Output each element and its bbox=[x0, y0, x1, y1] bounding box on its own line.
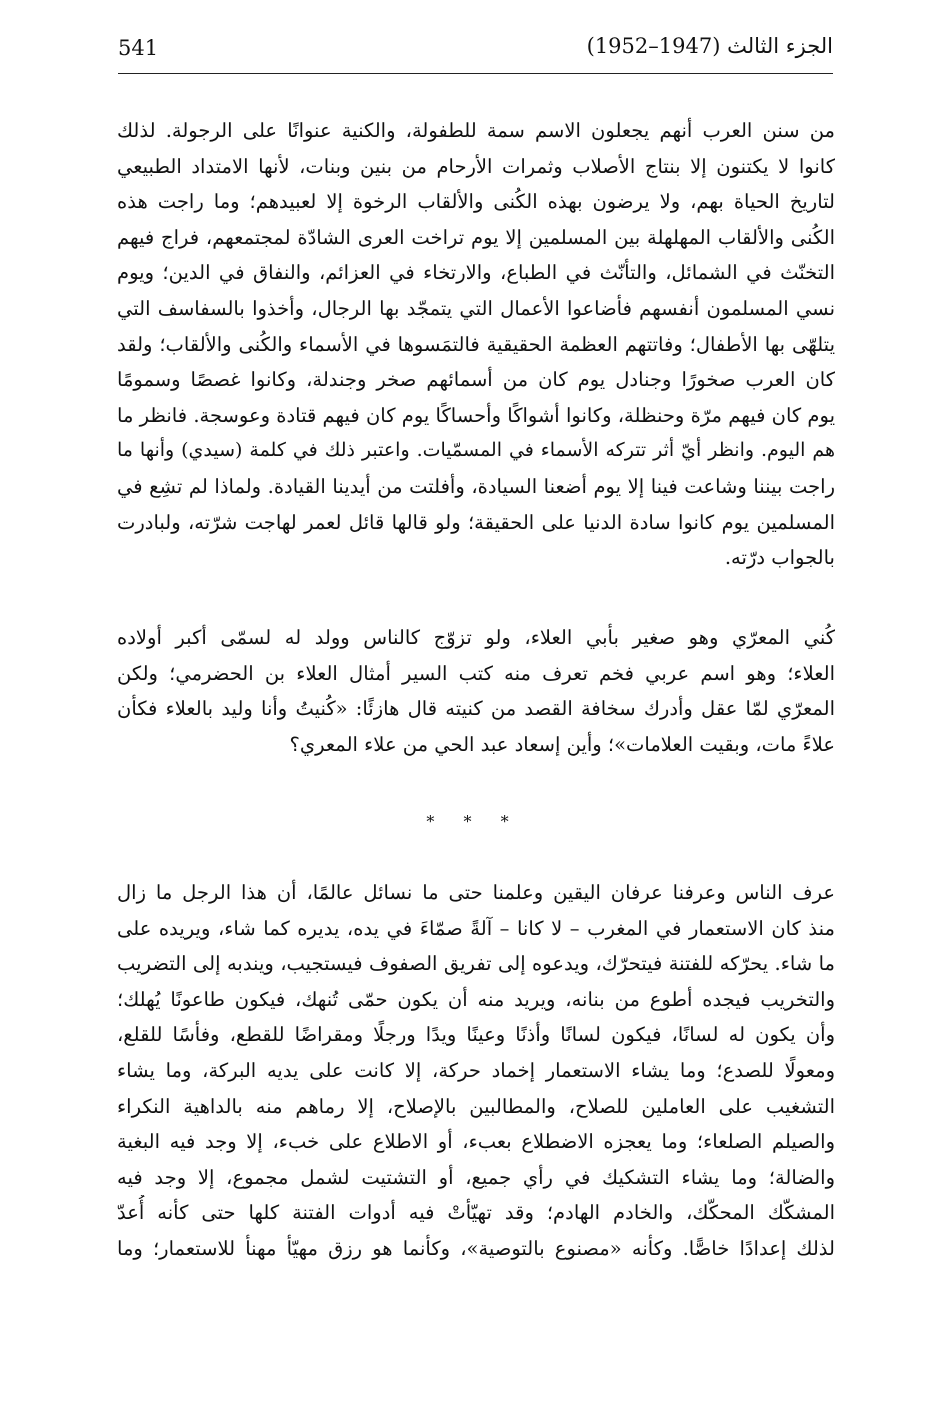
text-line: عرف الناس وعرفنا عرفان اليقين وعلمنا حتى ما نسائل عالمًا، أن هذا الرجل ما زال bbox=[117, 881, 835, 904]
text-line: ومعولًا للصدع؛ وما يشاء الاستعمار إخماد حركة، إلا كانت على يديه البركة، وما يشاء bbox=[117, 1058, 835, 1082]
text-line: يتلهّى بها الأطفال؛ وفاتتهم العظمة الحقيقية فالتمَسوها في الأسماء والكُنى والألقاب؛ ولقد bbox=[117, 332, 835, 356]
text-line: كُني المعرّي وهو صغير بأبي العلاء، ولو تزوّج كالناس وولد له لسمّى أكبر أولاده bbox=[117, 626, 835, 649]
text-line: المسلمين يوم كانوا سادة الدنيا على الحقيقة؛ ولو قالها قائل لعمر لهاجت شرّته، ولبادرت bbox=[117, 510, 835, 534]
text-line: لذلك إعدادًا خاصًّا. وكأنه «مصنوع بالتوصية»، وكأنما هو رزق مهيّأ مهنأ للاستعمار؛ وما bbox=[117, 1236, 835, 1260]
text-line: من سنن العرب أنهم يجعلون الاسم سمة للطفولة، والكنية عنوانًا على الرجولة. لذلك bbox=[117, 119, 835, 142]
text-line: الكُنى والألقاب المهلهلة بين المسلمين إلا يوم تراخت العرى الشادّة لمجتمعهم، فراج فيهم bbox=[117, 225, 835, 249]
text-line: علاءً مات، وبقيت العلامات»؛ وأين إسعاد عبد الحي من علاء المعري؟ bbox=[289, 732, 835, 756]
paragraph-3 bbox=[117, 875, 835, 1267]
text-line: منذ كان الاستعمار في المغرب – لا كانا – آلةً صمّاءَ في يده، يديره كما شاء، ويريده على bbox=[117, 916, 835, 940]
text-line: راجت بيننا وشاعت فينا إلا يوم أضعنا السيادة، وأفلتت من أيدينا القيادة. ولماذا لم تشِع في bbox=[117, 474, 835, 498]
text-line: هم اليوم. وانظر أيّ أثر تتركه الأسماء في المسمّيات. واعتبر ذلك في كلمة (سيدي) وأنها ما bbox=[117, 439, 835, 462]
text-line: كانوا لا يكتنون إلا بنتاج الأصلاب وثمرات الأرحام من بنين وبنات، لأنها الامتداد الطبيعي bbox=[117, 154, 835, 178]
text-line: العلاء؛ وهو اسم عربي فخم تعرف منه كتب السير أمثال العلاء بن الحضرمي؛ ولكن bbox=[117, 661, 835, 685]
text-line: والصيلم الصلعاء؛ وما يعجزه الاضطلاع بعبء، أو الاطلاع على خبء، إلا وجد فيه البغية bbox=[117, 1130, 835, 1154]
text-line: كان العرب صخورًا وجنادل يوم كان من أسمائهم صخر وجندلة، وكانوا غصصًا وسمومًا bbox=[117, 368, 835, 392]
paragraph-2 bbox=[117, 620, 835, 762]
text-line: ما شاء. يحرّكه للفتنة فيتحرّك، ويدعوه إلى تفريق الصفوف فيستجيب، ويندبه إلى التضريب bbox=[117, 952, 835, 976]
text-line: نسي المسلمون أنفسهم فأضاعوا الأعمال التي يتمجّد بها الرجال، وأخذوا بالسفاسف التي bbox=[117, 296, 835, 320]
text-line: والتخريب فيجده أطوع من بنانه، ويريد منه أن يكون حمّى تُنهك، فيكون طاعونًا يُهلك؛ bbox=[117, 987, 835, 1011]
header-rule bbox=[118, 73, 833, 74]
text-line: المعرّي لمّا عقل وأدرك سخافة القصد من كنيته قال هازئًا: «كُنيتُ وأنا وليد بالعلاء فكأن bbox=[117, 697, 835, 721]
section-separator: * * * bbox=[426, 812, 521, 831]
paragraph-1 bbox=[117, 113, 835, 576]
text-line: لتاريخ الحياة بهم، ولا يرضون بهذه الكُنى والألقاب الرخوة إلا لعبيدهم؛ وما راجت هذه bbox=[117, 190, 835, 214]
text-line: والضالة؛ وما يشاء التشكيك في رأي جميع، أو التشتيت لشمل مجموع، إلا وجد فيه bbox=[117, 1165, 835, 1189]
text-line: وأن يكون له لسانًا، فيكون لسانًا وأذنًا وعينًا ويدًا ورجلًا ومقراضًا للقطع، وفأسًا للقلع، bbox=[117, 1023, 835, 1047]
text-line: يوم كان فيهم مرّة وحنظلة، وكانوا أشواكًا وأحساكًا يوم كان فيهم قتادة وعوسجة. فانظر ما bbox=[117, 403, 835, 427]
text-line: المشكّك المحكّك، والخادم الهادم؛ وقد تهيّأتْ فيه أدوات الفتنة كلها حتى كأنه أُعدّ bbox=[117, 1201, 835, 1225]
page-number: 541 bbox=[118, 36, 159, 60]
running-head: الجزء الثالث (1947–1952) bbox=[586, 34, 833, 58]
text-line: التشغيب على العاملين للصلاح، والمطالبين بالإصلاح، إلا رماهم منه بالداهية النكراء bbox=[117, 1094, 835, 1118]
text-line: التخنّث في الشمائل، والتأنّث في الطباع، والارتخاء في العزائم، والنفاق في الدين؛ ويوم bbox=[117, 261, 835, 285]
page-header bbox=[118, 30, 833, 74]
text-line: بالجواب درّته. bbox=[724, 546, 835, 570]
